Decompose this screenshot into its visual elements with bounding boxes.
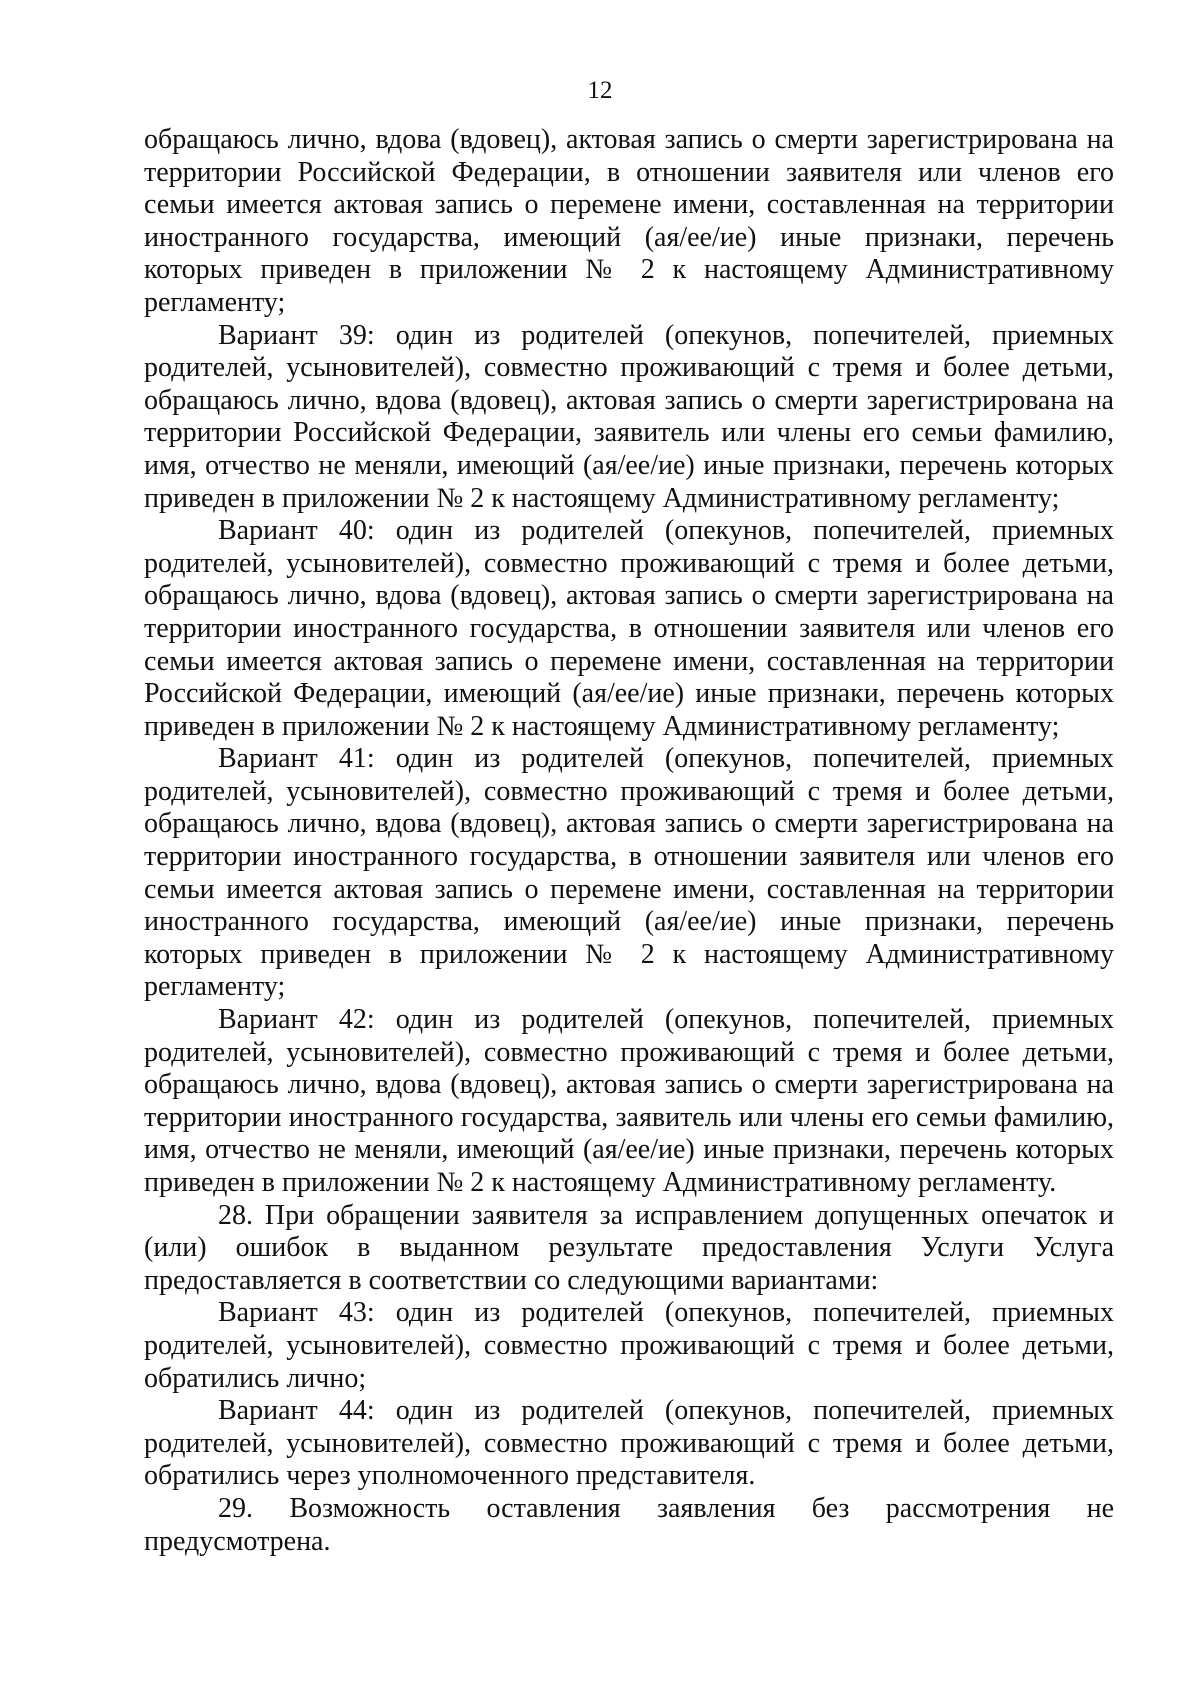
paragraph-variant-42: Вариант 42: один из родителей (опекунов, попечителей, приемных родителей, усыновителей), совместно проживающий с тремя и более детьми, обращаюсь лично, вдова (вдовец), актовая запись о смерти зарегистрирована на территории иностранного государства, заявитель или члены его семьи фамилию, имя, отчество не меняли, имеющий (ая/ее/ие) иные признаки, перечень которых приведен в приложении № 2 к настоящему Административному регламенту. [144, 1004, 1114, 1198]
paragraph-variant-43: Вариант 43: один из родителей (опекунов, попечителей, приемных родителей, усыновителей), совместно проживающий с тремя и более детьми, обратились лично; [144, 1297, 1114, 1394]
paragraph-item-28: 28. При обращении заявителя за исправлением допущенных опечаток и (или) ошибок в выданном результате предоставления Услуги Услуга предоставляется в соответствии со следующими вариантами: [144, 1199, 1114, 1296]
document-body [144, 124, 1114, 1558]
paragraph-variant-41: Вариант 41: один из родителей (опекунов, попечителей, приемных родителей, усыновителей), совместно проживающий с тремя и более детьми, обращаюсь лично, вдова (вдовец), актовая запись о смерти зарегистрирована на территории иностранного государства, в отношении заявителя или членов его семьи имеется актовая запись о перемене имени, составленная на территории иностранного государства, имеющий (ая/ее/ие) иные признаки, перечень которых приведен в приложении № 2 к настоящему Административному регламенту; [144, 743, 1114, 1003]
paragraph-variant-44: Вариант 44: один из родителей (опекунов, попечителей, приемных родителей, усыновителей), совместно проживающий с тремя и более детьми, обратились через уполномоченного представителя. [144, 1395, 1114, 1492]
paragraph-item-29: 29. Возможность оставления заявления без рассмотрения не предусмотрена. [144, 1492, 1114, 1557]
page-number: 12 [587, 77, 613, 104]
paragraph-variant-39: Вариант 39: один из родителей (опекунов, попечителей, приемных родителей, усыновителей), совместно проживающий с тремя и более детьми, обращаюсь лично, вдова (вдовец), актовая запись о смерти зарегистрирована на территории Российской Федерации, заявитель или члены его семьи фамилию, имя, отчество не меняли, имеющий (ая/ее/ие) иные признаки, перечень которых приведен в приложении № 2 к настоящему Административному регламенту; [144, 319, 1114, 514]
paragraph-continuation: обращаюсь лично, вдова (вдовец), актовая запись о смерти зарегистрирована на территории Российской Федерации, в отношении заявителя или членов его семьи имеется актовая запись о перемене имени, составленная на территории иностранного государства, имеющий (ая/ее/ие) иные признаки, перечень которых приведен в приложении № 2 к настоящему Административному регламенту; [144, 124, 1114, 318]
paragraph-variant-40: Вариант 40: один из родителей (опекунов, попечителей, приемных родителей, усыновителей), совместно проживающий с тремя и более детьми, обращаюсь лично, вдова (вдовец), актовая запись о смерти зарегистрирована на территории иностранного государства, в отношении заявителя или членов его семьи имеется актовая запись о перемене имени, составленная на территории Российской Федерации, имеющий (ая/ее/ие) иные признаки, перечень которых приведен в приложении № 2 к настоящему Административному регламенту; [144, 515, 1114, 742]
